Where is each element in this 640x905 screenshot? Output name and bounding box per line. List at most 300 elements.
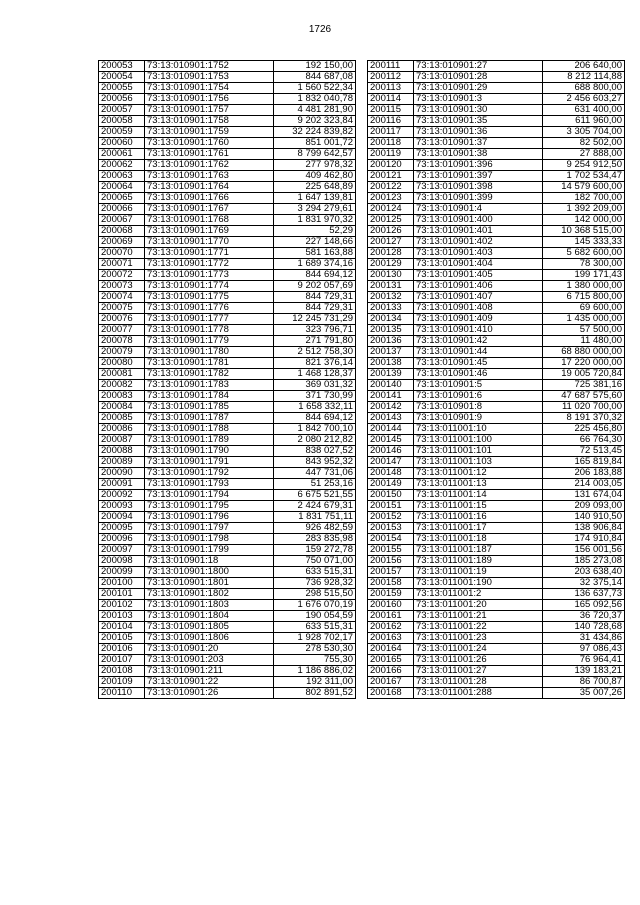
record-number-cell: 200168 [368,688,414,699]
value-cell: 1 702 534,47 [543,171,625,182]
cadastral-number-cell: 73:13:010901:29 [414,83,543,94]
table-row [99,556,356,567]
value-cell: 1 647 139,81 [274,193,356,204]
cadastral-number-cell: 73:13:010901:1789 [145,435,274,446]
record-number-cell: 200087 [99,435,145,446]
cadastral-number-cell: 73:13:011001:12 [414,468,543,479]
record-number-cell: 200145 [368,435,414,446]
record-number-cell: 200068 [99,226,145,237]
cadastral-number-cell: 73:13:010901:1770 [145,237,274,248]
value-cell: 447 731,06 [274,468,356,479]
value-cell: 3 294 279,61 [274,204,356,215]
record-number-cell: 200104 [99,622,145,633]
record-number-cell: 200080 [99,358,145,369]
value-cell: 12 245 731,29 [274,314,356,325]
value-cell: 140 728,68 [543,622,625,633]
record-number-cell: 200134 [368,314,414,325]
value-cell: 1 468 128,37 [274,369,356,380]
cadastral-number-cell: 73:13:010901:1784 [145,391,274,402]
table-row [99,138,356,149]
value-cell: 35 007,26 [543,688,625,699]
cadastral-number-cell: 73:13:010901:1768 [145,215,274,226]
record-number-cell: 200148 [368,468,414,479]
record-number-cell: 200081 [99,369,145,380]
record-number-cell: 200070 [99,248,145,259]
record-number-cell: 200061 [99,149,145,160]
table-row [368,226,625,237]
cadastral-number-cell: 73:13:010901:1787 [145,413,274,424]
table-row [368,259,625,270]
record-number-cell: 200123 [368,193,414,204]
record-number-cell: 200111 [368,61,414,72]
value-cell: 68 880 000,00 [543,347,625,358]
record-number-cell: 200129 [368,259,414,270]
value-cell: 1 186 886,02 [274,666,356,677]
table-row [99,314,356,325]
cadastral-number-cell: 73:13:010901:1762 [145,160,274,171]
value-cell: 192 311,00 [274,677,356,688]
value-cell: 851 001,72 [274,138,356,149]
table-row [368,523,625,534]
record-number-cell: 200124 [368,204,414,215]
value-cell: 206 183,88 [543,468,625,479]
value-cell: 227 148,66 [274,237,356,248]
record-number-cell: 200093 [99,501,145,512]
value-cell: 1 435 000,00 [543,314,625,325]
value-cell: 69 600,00 [543,303,625,314]
record-number-cell: 200090 [99,468,145,479]
cadastral-number-cell: 73:13:010901:1806 [145,633,274,644]
table-row [99,457,356,468]
cadastral-number-cell: 73:13:010901:403 [414,248,543,259]
table-row [99,358,356,369]
table-row [368,688,625,699]
table-row [99,347,356,358]
table-row [99,226,356,237]
record-number-cell: 200105 [99,633,145,644]
value-cell: 8 212 114,88 [543,72,625,83]
record-number-cell: 200128 [368,248,414,259]
record-number-cell: 200069 [99,237,145,248]
cadastral-number-cell: 73:13:011001:16 [414,512,543,523]
cadastral-number-cell: 73:13:010901:409 [414,314,543,325]
record-number-cell: 200098 [99,556,145,567]
cadastral-number-cell: 73:13:011001:187 [414,545,543,556]
record-number-cell: 200055 [99,83,145,94]
value-cell: 736 928,32 [274,578,356,589]
cadastral-number-cell: 73:13:010901:1756 [145,94,274,105]
cadastral-number-cell: 73:13:010901:1764 [145,182,274,193]
table-row [99,611,356,622]
cadastral-number-cell: 73:13:010901:3 [414,94,543,105]
record-number-cell: 200166 [368,666,414,677]
record-number-cell: 200065 [99,193,145,204]
table-row [99,116,356,127]
record-number-cell: 200109 [99,677,145,688]
cadastral-number-cell: 73:13:010901:44 [414,347,543,358]
cadastral-number-cell: 73:13:011001:26 [414,655,543,666]
record-number-cell: 200079 [99,347,145,358]
cadastral-number-cell: 73:13:010901:203 [145,655,274,666]
table-row [368,314,625,325]
record-number-cell: 200102 [99,600,145,611]
cadastral-number-cell: 73:13:010901:22 [145,677,274,688]
table-row [368,435,625,446]
cadastral-number-cell: 73:13:010901:42 [414,336,543,347]
value-cell: 2 512 758,30 [274,347,356,358]
record-number-cell: 200133 [368,303,414,314]
table-row [99,127,356,138]
cadastral-number-cell: 73:13:010901:399 [414,193,543,204]
value-cell: 1 831 970,32 [274,215,356,226]
table-row [99,534,356,545]
table-row [368,468,625,479]
table-row [99,149,356,160]
value-cell: 139 183,21 [543,666,625,677]
table-row [368,446,625,457]
cadastral-number-cell: 73:13:010901:1796 [145,512,274,523]
table-row [99,303,356,314]
table-row [368,369,625,380]
cadastral-number-cell: 73:13:011001:190 [414,578,543,589]
table-row [368,336,625,347]
record-number-cell: 200096 [99,534,145,545]
value-cell: 214 003,05 [543,479,625,490]
value-cell: 11 020 700,00 [543,402,625,413]
value-cell: 802 891,52 [274,688,356,699]
value-cell: 199 171,43 [543,270,625,281]
cadastral-number-cell: 73:13:010901:1753 [145,72,274,83]
record-number-cell: 200163 [368,633,414,644]
table-row [99,567,356,578]
record-number-cell: 200118 [368,138,414,149]
value-cell: 9 202 323,84 [274,116,356,127]
record-number-cell: 200073 [99,281,145,292]
table-row [368,358,625,369]
table-row [99,369,356,380]
value-cell: 174 910,84 [543,534,625,545]
value-cell: 76 964,41 [543,655,625,666]
record-number-cell: 200146 [368,446,414,457]
record-number-cell: 200149 [368,479,414,490]
cadastral-number-cell: 73:13:010901:1754 [145,83,274,94]
table-row [368,193,625,204]
table-row [99,380,356,391]
record-number-cell: 200117 [368,127,414,138]
record-number-cell: 200131 [368,281,414,292]
table-row [99,160,356,171]
record-number-cell: 200072 [99,270,145,281]
table-row [99,182,356,193]
cadastral-number-cell: 73:13:010901:211 [145,666,274,677]
cadastral-number-cell: 73:13:010901:1779 [145,336,274,347]
cadastral-number-cell: 73:13:011001:18 [414,534,543,545]
cadastral-number-cell: 73:13:010901:1774 [145,281,274,292]
record-number-cell: 200158 [368,578,414,589]
table-row [368,479,625,490]
cadastral-number-cell: 73:13:010901:404 [414,259,543,270]
value-cell: 78 300,00 [543,259,625,270]
record-number-cell: 200154 [368,534,414,545]
table-row [368,512,625,523]
table-row [99,501,356,512]
cadastral-number-cell: 73:13:010901:1772 [145,259,274,270]
table-row [99,193,356,204]
cadastral-number-cell: 73:13:010901:1803 [145,600,274,611]
value-cell: 9 254 912,50 [543,160,625,171]
cadastral-number-cell: 73:13:010901:27 [414,61,543,72]
cadastral-number-cell: 73:13:010901:1780 [145,347,274,358]
table-row [368,138,625,149]
table-row [368,567,625,578]
cadastral-number-cell: 73:13:011001:2 [414,589,543,600]
record-number-cell: 200139 [368,369,414,380]
table-row [368,622,625,633]
cadastral-number-cell: 73:13:010901:46 [414,369,543,380]
value-cell: 86 700,87 [543,677,625,688]
cadastral-number-cell: 73:13:010901:1785 [145,402,274,413]
table-row [99,633,356,644]
table-row [99,281,356,292]
cadastral-number-cell: 73:13:010901:397 [414,171,543,182]
record-number-cell: 200136 [368,336,414,347]
table-row [99,578,356,589]
value-cell: 19 005 720,84 [543,369,625,380]
cadastral-number-cell: 73:13:010901:1800 [145,567,274,578]
value-cell: 185 273,08 [543,556,625,567]
cadastral-number-cell: 73:13:010901:9 [414,413,543,424]
record-number-cell: 200085 [99,413,145,424]
table-row [368,655,625,666]
cadastral-number-cell: 73:13:010901:396 [414,160,543,171]
table-row [99,666,356,677]
record-number-cell: 200161 [368,611,414,622]
value-cell: 409 462,80 [274,171,356,182]
table-row [368,501,625,512]
table-row [99,435,356,446]
record-number-cell: 200066 [99,204,145,215]
value-cell: 165 819,84 [543,457,625,468]
value-cell: 52,29 [274,226,356,237]
value-cell: 821 376,14 [274,358,356,369]
value-cell: 283 835,98 [274,534,356,545]
record-number-cell: 200165 [368,655,414,666]
table-row [99,402,356,413]
table-row [368,61,625,72]
record-number-cell: 200115 [368,105,414,116]
cadastral-number-cell: 73:13:010901:1791 [145,457,274,468]
table-row [99,72,356,83]
table-row [368,578,625,589]
table-row [99,468,356,479]
cadastral-number-cell: 73:13:010901:410 [414,325,543,336]
record-number-cell: 200125 [368,215,414,226]
value-cell: 2 424 679,31 [274,501,356,512]
record-number-cell: 200062 [99,160,145,171]
cadastral-number-cell: 73:13:010901:6 [414,391,543,402]
record-number-cell: 200114 [368,94,414,105]
value-cell: 140 910,50 [543,512,625,523]
value-cell: 1 832 040,78 [274,94,356,105]
record-number-cell: 200101 [99,589,145,600]
cadastral-number-cell: 73:13:010901:1788 [145,424,274,435]
table-row [99,446,356,457]
value-cell: 750 071,00 [274,556,356,567]
value-cell: 277 978,32 [274,160,356,171]
cadastral-number-cell: 73:13:011001:10 [414,424,543,435]
table-row [368,127,625,138]
record-number-cell: 200113 [368,83,414,94]
record-number-cell: 200060 [99,138,145,149]
cadastral-number-cell: 73:13:010901:1757 [145,105,274,116]
table-row [368,149,625,160]
record-number-cell: 200092 [99,490,145,501]
cadastral-number-cell: 73:13:011001:20 [414,600,543,611]
record-number-cell: 200107 [99,655,145,666]
left-table-body [99,61,356,699]
value-cell: 192 150,00 [274,61,356,72]
page-number: 1726 [308,24,332,35]
value-cell: 581 163,88 [274,248,356,259]
table-row [368,424,625,435]
value-cell: 278 530,30 [274,644,356,655]
record-number-cell: 200089 [99,457,145,468]
table-row [368,556,625,567]
cadastral-number-cell: 73:13:010901:1769 [145,226,274,237]
table-row [99,424,356,435]
value-cell: 843 952,32 [274,457,356,468]
record-number-cell: 200084 [99,402,145,413]
table-row [99,545,356,556]
table-row [99,94,356,105]
table-row [368,380,625,391]
value-cell: 8 799 642,57 [274,149,356,160]
cadastral-number-cell: 73:13:011001:19 [414,567,543,578]
value-cell: 844 729,31 [274,292,356,303]
value-cell: 9 202 057,69 [274,281,356,292]
value-cell: 369 031,32 [274,380,356,391]
cadastral-number-cell: 73:13:010901:38 [414,149,543,160]
value-cell: 165 092,56 [543,600,625,611]
value-cell: 1 928 702,17 [274,633,356,644]
cadastral-number-cell: 73:13:010901:407 [414,292,543,303]
table-row [99,292,356,303]
cadastral-number-cell: 73:13:010901:1758 [145,116,274,127]
record-number-cell: 200106 [99,644,145,655]
left-data-table [98,60,356,699]
cadastral-number-cell: 73:13:010901:1799 [145,545,274,556]
cadastral-number-cell: 73:13:010901:400 [414,215,543,226]
value-cell: 203 638,40 [543,567,625,578]
cadastral-number-cell: 73:13:011001:28 [414,677,543,688]
value-cell: 3 305 704,00 [543,127,625,138]
cadastral-number-cell: 73:13:010901:1752 [145,61,274,72]
table-row [368,270,625,281]
value-cell: 32 224 839,82 [274,127,356,138]
table-row [99,259,356,270]
value-cell: 1 689 374,16 [274,259,356,270]
record-number-cell: 200120 [368,160,414,171]
value-cell: 8 191 370,32 [543,413,625,424]
table-row [99,677,356,688]
record-number-cell: 200074 [99,292,145,303]
value-cell: 17 220 000,00 [543,358,625,369]
table-row [368,160,625,171]
record-number-cell: 200056 [99,94,145,105]
cadastral-number-cell: 73:13:011001:189 [414,556,543,567]
value-cell: 138 906,84 [543,523,625,534]
cadastral-number-cell: 73:13:010901:1759 [145,127,274,138]
cadastral-number-cell: 73:13:011001:27 [414,666,543,677]
record-number-cell: 200097 [99,545,145,556]
table-row [368,490,625,501]
record-number-cell: 200152 [368,512,414,523]
table-row [368,281,625,292]
cadastral-number-cell: 73:13:010901:20 [145,644,274,655]
cadastral-number-cell: 73:13:010901:1805 [145,622,274,633]
table-row [368,413,625,424]
record-number-cell: 200095 [99,523,145,534]
value-cell: 131 674,04 [543,490,625,501]
value-cell: 2 080 212,82 [274,435,356,446]
record-number-cell: 200150 [368,490,414,501]
value-cell: 209 093,00 [543,501,625,512]
record-number-cell: 200112 [368,72,414,83]
record-number-cell: 200110 [99,688,145,699]
record-number-cell: 200130 [368,270,414,281]
table-row [368,545,625,556]
value-cell: 1 842 700,10 [274,424,356,435]
table-row [368,248,625,259]
value-cell: 6 715 800,00 [543,292,625,303]
value-cell: 1 392 209,00 [543,204,625,215]
value-cell: 4 481 281,90 [274,105,356,116]
table-row [368,633,625,644]
table-row [368,589,625,600]
record-number-cell: 200075 [99,303,145,314]
cadastral-number-cell: 73:13:011001:24 [414,644,543,655]
value-cell: 755,30 [274,655,356,666]
record-number-cell: 200132 [368,292,414,303]
value-cell: 27 888,00 [543,149,625,160]
record-number-cell: 200088 [99,446,145,457]
cadastral-number-cell: 73:13:010901:36 [414,127,543,138]
cadastral-number-cell: 73:13:010901:1783 [145,380,274,391]
table-row [368,292,625,303]
cadastral-number-cell: 73:13:010901:1804 [145,611,274,622]
cadastral-number-cell: 73:13:010901:1794 [145,490,274,501]
value-cell: 97 086,43 [543,644,625,655]
record-number-cell: 200076 [99,314,145,325]
right-data-table [367,60,625,699]
cadastral-number-cell: 73:13:010901:401 [414,226,543,237]
cadastral-number-cell: 73:13:010901:402 [414,237,543,248]
record-number-cell: 200157 [368,567,414,578]
record-number-cell: 200164 [368,644,414,655]
record-number-cell: 200142 [368,402,414,413]
record-number-cell: 200141 [368,391,414,402]
value-cell: 6 675 521,55 [274,490,356,501]
right-table-body [368,61,625,699]
cadastral-number-cell: 73:13:010901:1776 [145,303,274,314]
table-row [99,204,356,215]
value-cell: 844 729,31 [274,303,356,314]
cadastral-number-cell: 73:13:010901:4 [414,204,543,215]
table-row [368,94,625,105]
cadastral-number-cell: 73:13:010901:1775 [145,292,274,303]
cadastral-number-cell: 73:13:010901:8 [414,402,543,413]
cadastral-number-cell: 73:13:010901:1763 [145,171,274,182]
